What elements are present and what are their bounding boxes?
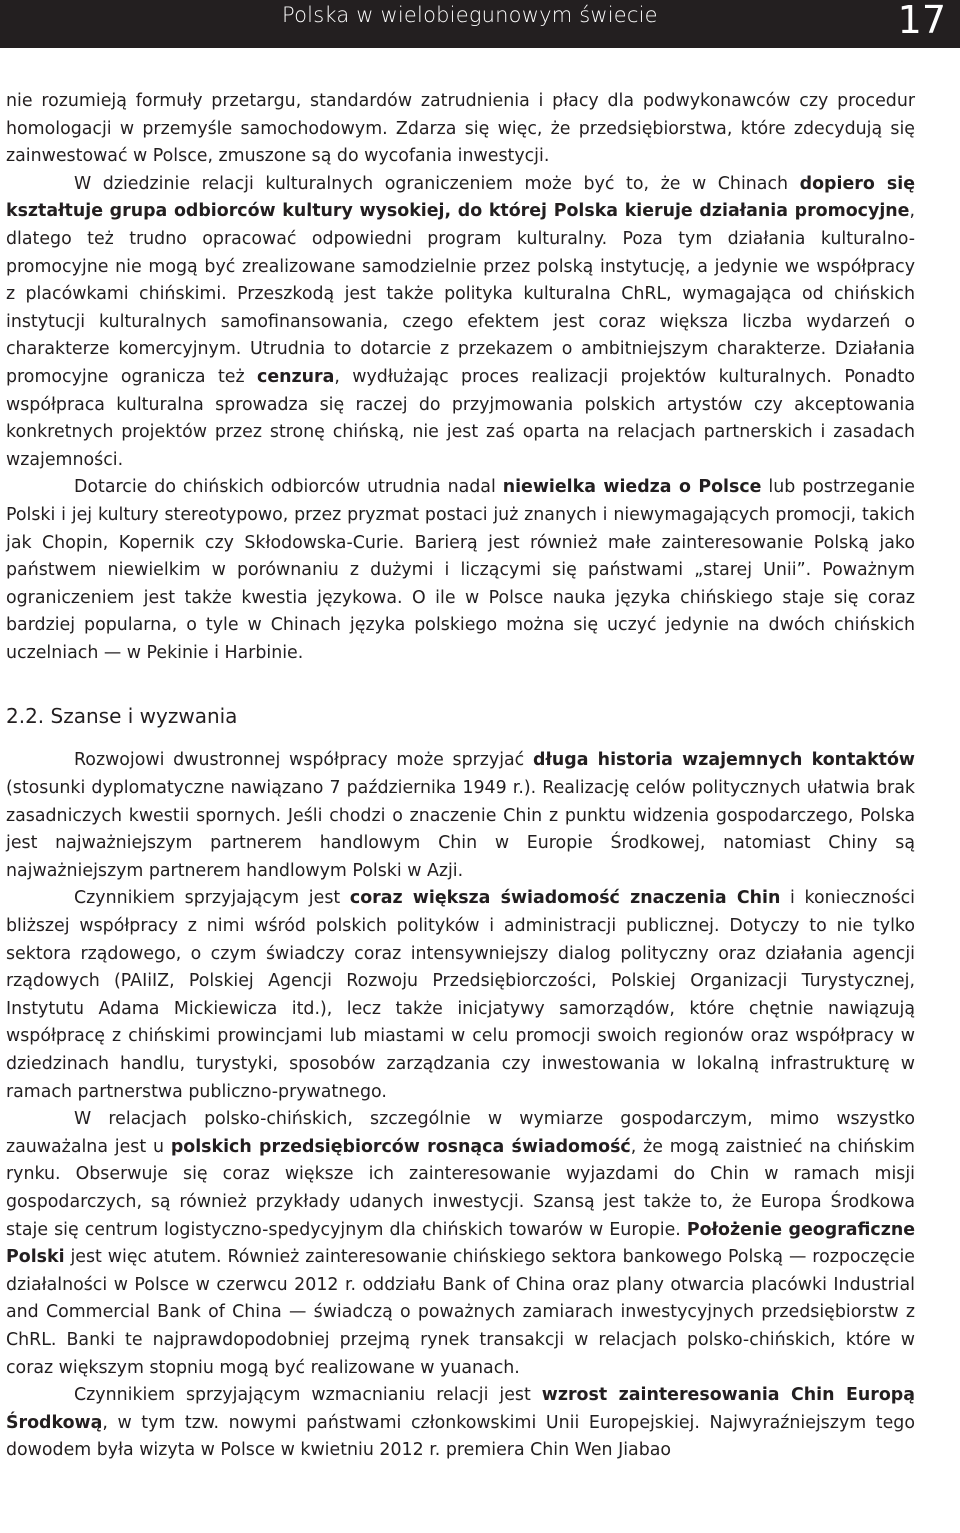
paragraph [6, 1382, 915, 1465]
bold-phrase: coraz większa świadomość znaczenia Chin [349, 888, 781, 909]
text-run: Czynnikiem sprzyjającym wzmacnianiu relacji jest [74, 1385, 542, 1406]
paragraph [6, 88, 915, 171]
text-run: (stosunki dyplomatyczne nawiązano 7 października 1949 r.). Realizację celów politycznych ułatwia brak zasadniczych kwestii spornych. Jeśli chodzi o znaczenie Chin z punktu widzenia gospodarczego, Polska jest najważniejszym partnerem handlowym Chin w Europie Środkowej, natomiast Chiny są najważniejszym partnerem handlowym Polski w Azji. [6, 778, 915, 881]
text-run: jest więc atutem. Również zainteresowanie chińskiego sektora bankowego Polską — rozpoczęcie działalności w Polsce w czerwcu 2012 r. oddziału Bank of China oraz plany otwarcia placówki Industrial and Commercial Bank of China — świadczą o poważnych zamiarach inwestycyjnych przedsiębiorstw z ChRL. Banki te najprawdopodobniej przejmą rynek transakcji w relacjach polsko-chińskich, które w coraz większym stopniu mogą być realizowane w yuanach. [6, 1247, 915, 1378]
page-number: 17 [897, 0, 946, 42]
text-run: , dlatego też trudno opracować odpowiedni program kulturalny. Poza tym działania kulturalno-promocyjne nie mogą być zrealizowane samodzielnie przez polską instytucję, a jedynie we współpracy z placówkami chińskimi. Przeszkodą jest także polityka kulturalna ChRL, wymagająca od chińskich instytucji kulturalnych samofinansowania, czego efektem jest coraz większa liczba wydarzeń o charakterze komercyjnym. Utrudnia to dotarcie z przekazem o ambitniejszym charakterze. Działania promocyjne ogranicza też [6, 201, 915, 387]
text-run: , że mogą zaistnieć na chińskim rynku. Obserwuje się coraz większe ich zainteresowanie wyjazdami do Chin w ramach misji gospodarczych, są również przykłady udanych inwestycji. Szansą jest także to, że Europa Środkowa staje się centrum logistyczno-spedycyjnym dla chińskich towarów w Europie. [6, 1136, 916, 1240]
body-text-part-2 [6, 747, 915, 1464]
bold-phrase: niewielka wiedza o Polsce [502, 477, 762, 498]
page-content [6, 88, 915, 1465]
text-run: i konieczności bliższej współpracy z nimi wśród polskich polityków i administracji publicznej. Dotyczy to nie tylko sektora rządowego, o czym świadczy coraz intensywniejszy dialog polityczny oraz działania agencji rządowych (PAIiIZ, Polskiej Agencji Rozwoju Przedsiębiorczości, Polskiej Organizacji Turystycznej, Instytutu Adama Mickiewicza itd.), lecz także inicjatywy samorządów, które chętnie nawiązują współpracę z chińskimi prowincjami lub miastami w celu promocji swoich regionów oraz współpracy w dziedzinach handlu, turystyki, sposobów zarządzania czy inwestowania w lokalną infrastrukturę w ramach partnerstwa publiczno-prywatnego. [6, 888, 915, 1102]
bold-phrase: dopiero się kształtuje grupa odbiorców kultury wysokiej, do której Polska kieruje działania promocyjne [6, 173, 915, 222]
paragraph [6, 474, 915, 667]
section-heading: 2.2. Szanse i wyzwania [6, 704, 238, 729]
bold-phrase: wzrost zainteresowania Chin Europą Środkową [6, 1385, 915, 1433]
bold-phrase: długa historia wzajemnych kontaktów [532, 750, 915, 771]
text-run: , wydłużając proces realizacji projektów kulturalnych. Ponadto współpraca kulturalna sprowadza się raczej do przyjmowania polskich artystów czy akceptowania konkretnych projektów przez stronę chińską, nie jest zaś oparta na relacjach partnerskich i zasadach wzajemności. [6, 366, 915, 470]
page-header [0, 0, 960, 48]
bold-phrase: polskich przedsiębiorców rosnąca świadomość [170, 1136, 631, 1157]
body-text-part-1 [6, 88, 915, 667]
bold-phrase: cenzura [257, 366, 335, 387]
text-run: nie rozumieją formuły przetargu, standardów zatrudnienia i płacy dla podwykonawców czy procedur homologacji w przemyśle samochodowym. Zdarza się więc, że przedsiębiorstwa, które zdecydują się zainwestować w Polsce, zmuszone są do wycofania inwestycji. [6, 91, 915, 167]
text-run: , w tym tzw. nowymi państwami członkowskimi Unii Europejskiej. Najwyraźniejszym tego dowodem była wizyta w Polsce w kwietniu 2012 r. premiera Chin Wen Jiabao [6, 1412, 915, 1461]
paragraph [6, 885, 915, 1106]
text-run: Rozwojowi dwustronnej współpracy może sprzyjać [74, 750, 533, 771]
running-title: Polska w wielobiegunowym świecie [282, 3, 658, 27]
text-run: Dotarcie do chińskich odbiorców utrudnia nadal [74, 477, 503, 498]
text-run: lub postrzeganie Polski i jej kultury stereotypowo, przez pryzmat postaci już znanych i niewymagających promocji, takich jak Chopin, Kopernik czy Skłodowska-Curie. Barierą jest również małe zainteresowanie Polską jako państwem niewielkim w porównaniu z dużymi i liczącymi się państwami „starej Unii”. Poważnym ograniczeniem jest także kwestia językowa. O ile w Polsce nauka języka chińskiego staje się coraz bardziej popularna, o tyle w Chinach języka polskiego można się uczyć jedynie na dwóch chińskich uczelniach — w Pekinie i Harbinie. [6, 477, 915, 663]
paragraph [6, 1106, 915, 1382]
text-run: Czynnikiem sprzyjającym jest [74, 888, 350, 909]
paragraph [6, 171, 915, 475]
text-run: W dziedzinie relacji kulturalnych ograniczeniem może być to, że w Chinach [74, 173, 800, 194]
paragraph [6, 747, 915, 885]
text-run: W relacjach polsko-chińskich, szczególnie w wymiarze gospodarczym, mimo wszystko zauważalna jest u [6, 1109, 915, 1157]
bold-phrase: Położenie geograficzne Polski [6, 1219, 916, 1268]
